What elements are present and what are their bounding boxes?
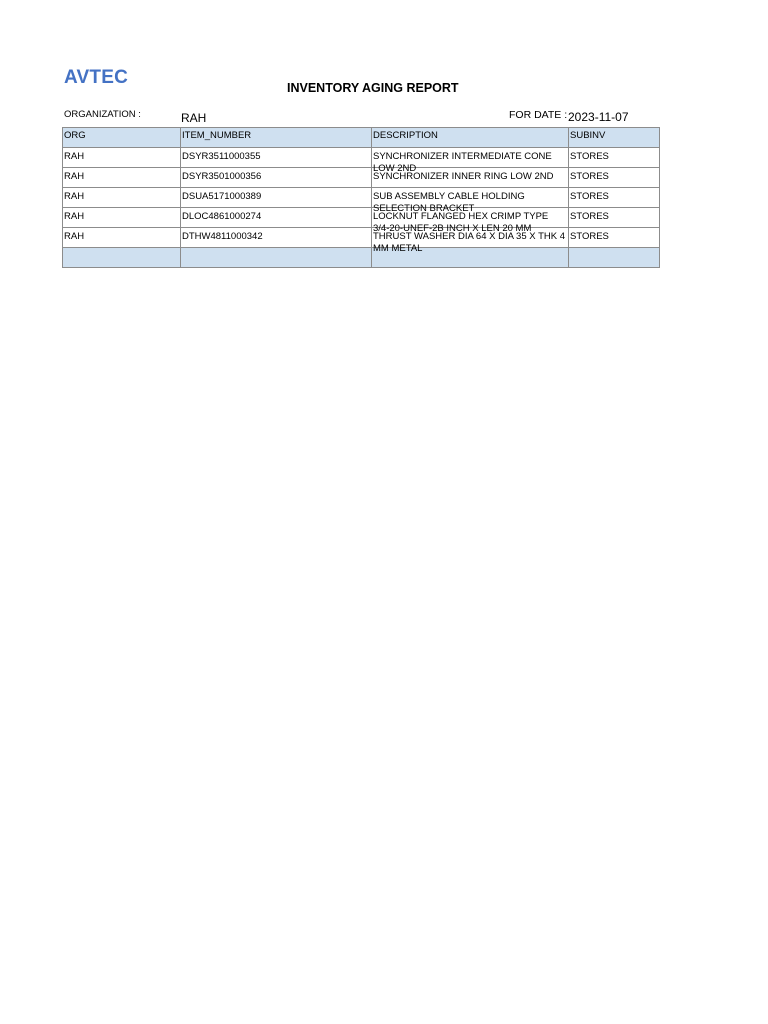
cell-subinv: STORES <box>569 188 660 208</box>
cell-item-number: DSYR3501000356 <box>181 168 372 188</box>
table-header-row <box>63 128 660 148</box>
cell-subinv: STORES <box>569 228 660 248</box>
description-text: THRUST WASHER DIA 64 X DIA 35 X THK 4 MM METAL <box>373 231 565 254</box>
header-subinv: SUBINV <box>569 128 660 148</box>
header-org: ORG <box>63 128 181 148</box>
cell-item-number: DTHW4811000342 <box>181 228 372 248</box>
inventory-table <box>62 127 660 268</box>
date-value: 2023-11-07 <box>568 110 629 124</box>
description-text: SYNCHRONIZER INTERMEDIATE CONE LOW 2ND <box>373 151 552 174</box>
cell-description <box>372 188 569 214</box>
table-row <box>63 208 660 228</box>
header-description: DESCRIPTION <box>372 128 569 148</box>
cell-org: RAH <box>63 148 181 168</box>
footer-cell <box>569 248 660 268</box>
cell-org: RAH <box>63 168 181 188</box>
description-text: LOCKNUT FLANGED HEX CRIMP TYPE 3/4-20-UNEF-2B INCH X LEN 20 MM <box>373 211 549 234</box>
date-label: FOR DATE : <box>509 109 568 121</box>
cell-description <box>372 228 569 254</box>
cell-org: RAH <box>63 188 181 208</box>
cell-subinv: STORES <box>569 208 660 228</box>
cell-item-number: DSYR3511000355 <box>181 148 372 168</box>
table-row <box>63 148 660 168</box>
table-footer-row <box>63 248 660 268</box>
brand-logo: AVTEC <box>64 67 128 88</box>
organization-value: RAH <box>181 111 207 125</box>
table-row <box>63 188 660 208</box>
cell-item-number: DSUA5171000389 <box>181 188 372 208</box>
description-text: SUB ASSEMBLY CABLE HOLDING SELECTION BRACKET <box>373 191 525 214</box>
table-row <box>63 168 660 188</box>
report-title: INVENTORY AGING REPORT <box>287 81 459 95</box>
cell-org: RAH <box>63 208 181 228</box>
cell-org: RAH <box>63 228 181 248</box>
cell-subinv: STORES <box>569 148 660 168</box>
footer-cell <box>63 248 181 268</box>
cell-description <box>372 208 569 234</box>
table-row <box>63 228 660 248</box>
organization-label: ORGANIZATION : <box>64 109 141 120</box>
description-text: SYNCHRONIZER INNER RING LOW 2ND <box>373 171 554 182</box>
cell-description <box>372 168 569 188</box>
footer-cell <box>181 248 372 268</box>
cell-item-number: DLOC4861000274 <box>181 208 372 228</box>
header-item-number: ITEM_NUMBER <box>181 128 372 148</box>
cell-subinv: STORES <box>569 168 660 188</box>
cell-description <box>372 148 569 174</box>
